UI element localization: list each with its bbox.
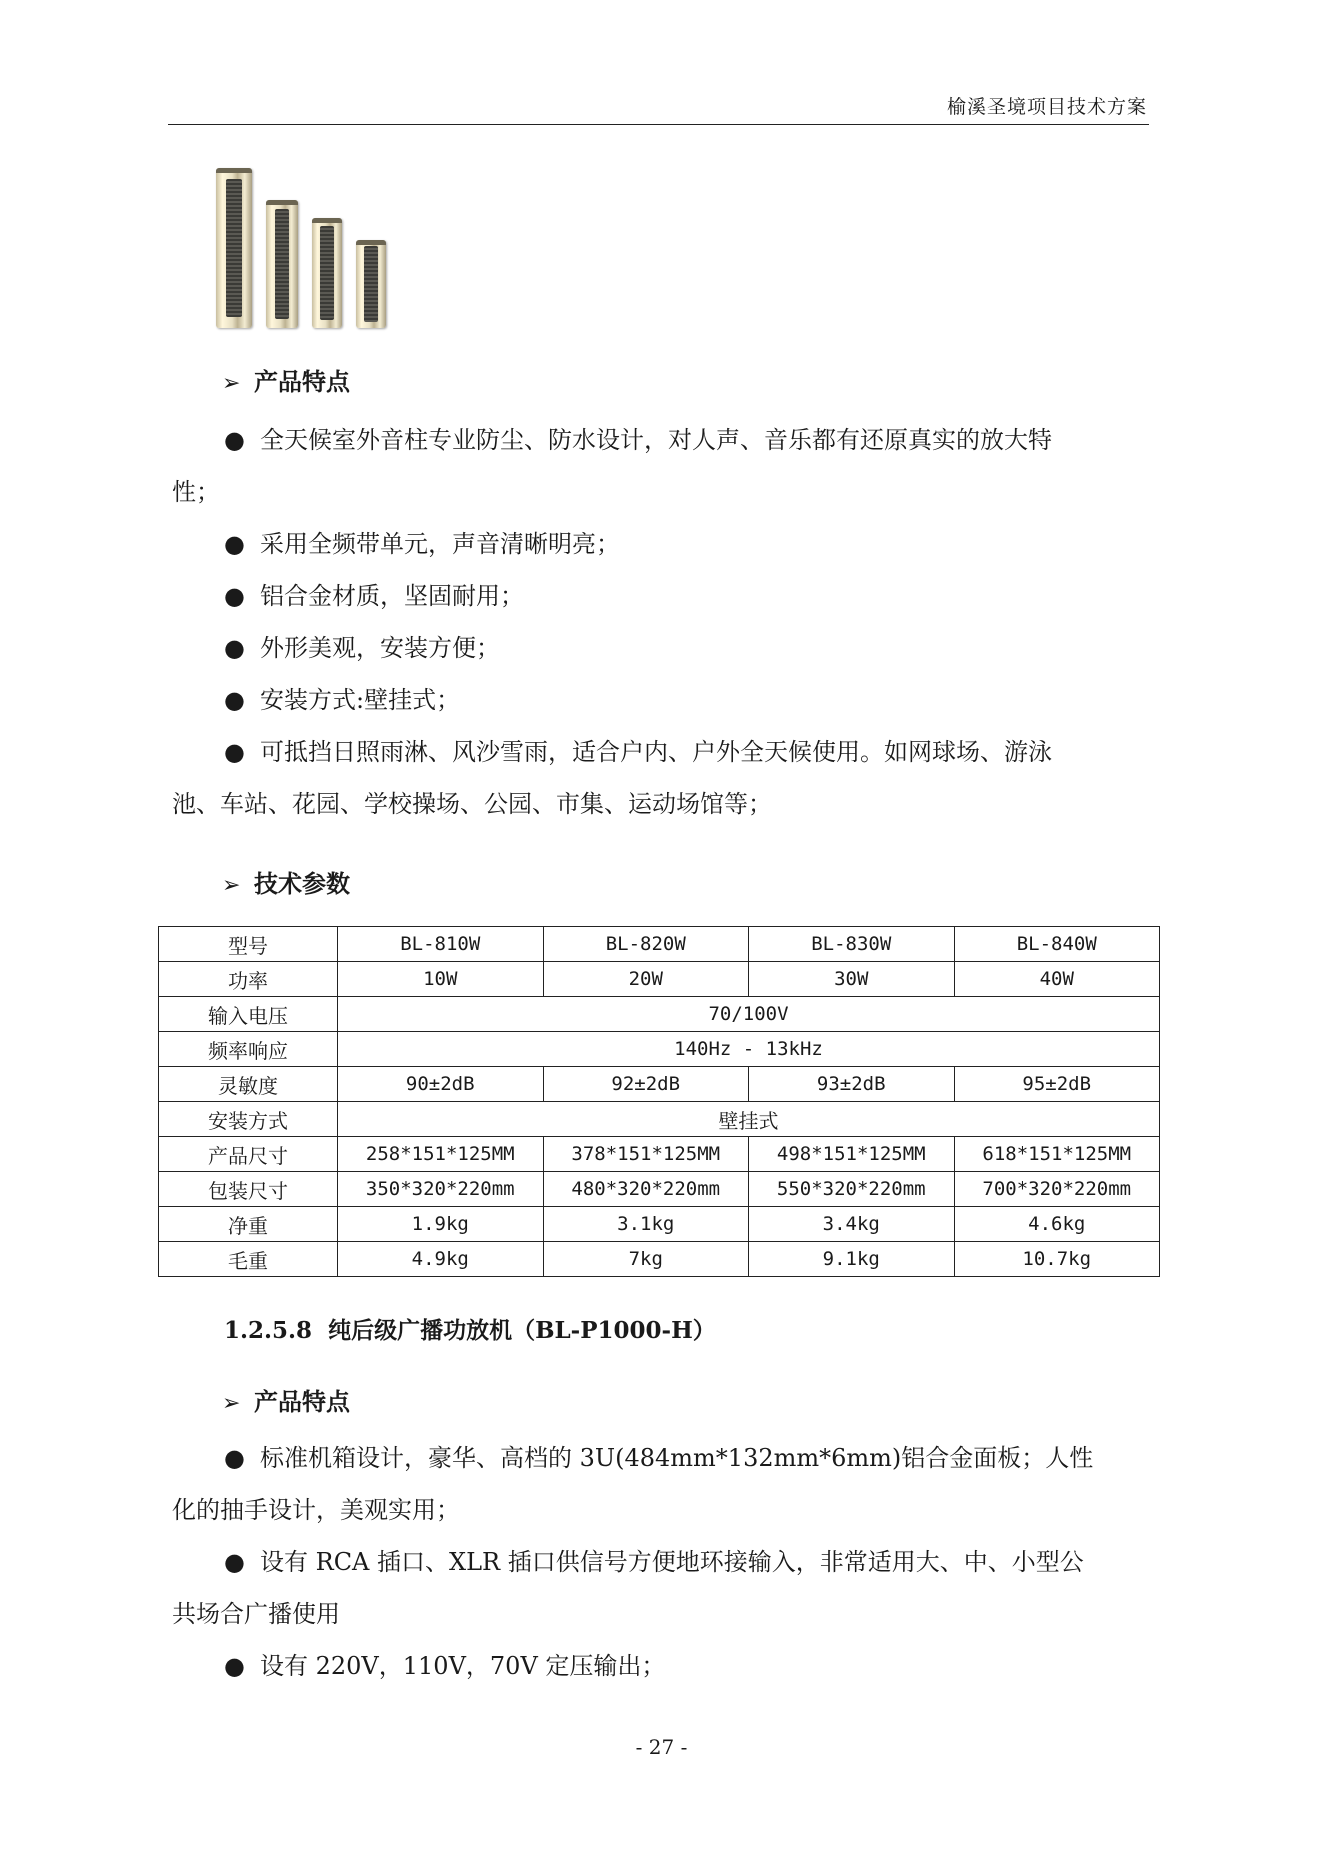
feature-item (172, 622, 1148, 674)
feature-text: 可抵挡日照雨淋、风沙雪雨，适合户内、户外全天候使用。如网球场、游泳 (260, 738, 1052, 766)
feature-text-continued: 化的抽手设计，美观实用； (172, 1496, 460, 1524)
page-number: - 27 - (635, 1735, 688, 1759)
running-header: 榆溪圣境项目技术方案 (946, 96, 1147, 118)
bullet-icon: ● (224, 1548, 245, 1576)
bullet-icon: ● (224, 582, 245, 610)
row-header: 功率 (159, 962, 338, 997)
table-cell: 498*151*125MM (749, 1137, 955, 1172)
table-cell: 40W (954, 962, 1160, 997)
bullet-icon: ● (224, 530, 245, 558)
row-header: 包装尺寸 (159, 1172, 338, 1207)
table-row-gross-weight (159, 1242, 1160, 1277)
bullet-icon: ● (224, 686, 245, 714)
arrow-bullet-icon: ➢ (222, 873, 241, 898)
speaker-bl-810w (356, 240, 386, 328)
table-cell: 4.6kg (954, 1207, 1160, 1242)
table-cell: 92±2dB (543, 1067, 749, 1102)
table-cell: 480*320*220mm (543, 1172, 749, 1207)
feature-text-continued: 性； (172, 478, 220, 506)
table-cell: BL-830W (749, 927, 955, 962)
row-header: 净重 (159, 1207, 338, 1242)
table-cell: 618*151*125MM (954, 1137, 1160, 1172)
table-cell-merged: 70/100V (338, 997, 1160, 1032)
section-title: 产品特点 (254, 1388, 350, 1416)
bullet-icon: ● (224, 738, 245, 766)
feature-item (172, 570, 1148, 622)
bullet-icon: ● (224, 426, 245, 454)
table-cell: 30W (749, 962, 955, 997)
arrow-bullet-icon: ➢ (222, 1391, 241, 1416)
bullet-icon: ● (224, 1444, 245, 1472)
table-row-mounting (159, 1102, 1160, 1137)
subsection-heading (224, 1312, 716, 1345)
table-cell: BL-810W (338, 927, 544, 962)
table-cell: 1.9kg (338, 1207, 544, 1242)
feature-text: 安装方式:壁挂式； (260, 686, 461, 714)
section-heading-specs (222, 864, 350, 899)
row-header: 输入电压 (159, 997, 338, 1032)
table-cell: 10W (338, 962, 544, 997)
arrow-bullet-icon: ➢ (222, 371, 241, 396)
table-cell: 700*320*220mm (954, 1172, 1160, 1207)
table-row-power (159, 962, 1160, 997)
feature-text-continued: 共场合广播使用 (172, 1600, 340, 1628)
speaker-bl-830w (266, 200, 298, 328)
section-heading-features-amp (222, 1382, 350, 1417)
subsection-number: 1.2.5.8 (224, 1317, 313, 1344)
feature-item (172, 1432, 1148, 1536)
feature-item (172, 1536, 1148, 1640)
feature-text: 设有 RCA 插口、XLR 插口供信号方便地环接输入，非常适用大、中、小型公 (260, 1548, 1084, 1576)
table-cell: BL-840W (954, 927, 1160, 962)
table-row-net-weight (159, 1207, 1160, 1242)
table-cell: 4.9kg (338, 1242, 544, 1277)
bullet-icon: ● (224, 634, 245, 662)
table-cell: 258*151*125MM (338, 1137, 544, 1172)
feature-text-continued: 池、车站、花园、学校操场、公园、市集、运动场馆等； (172, 790, 772, 818)
feature-text: 外形美观，安装方便； (260, 634, 500, 662)
table-row-input-voltage (159, 997, 1160, 1032)
feature-text: 设有 220V，110V，70V 定压输出； (260, 1652, 666, 1680)
subsection-title: 纯后级广播功放机（BL-P1000-H） (328, 1317, 716, 1344)
feature-item (172, 1640, 1148, 1692)
table-row-frequency-response (159, 1032, 1160, 1067)
table-cell-merged: 140Hz - 13kHz (338, 1032, 1160, 1067)
row-header: 频率响应 (159, 1032, 338, 1067)
table-cell: 7kg (543, 1242, 749, 1277)
section-heading-features (222, 362, 350, 397)
feature-text: 采用全频带单元，声音清晰明亮； (260, 530, 620, 558)
table-cell: 378*151*125MM (543, 1137, 749, 1172)
table-cell: 90±2dB (338, 1067, 544, 1102)
row-header: 安装方式 (159, 1102, 338, 1137)
feature-item (172, 726, 1148, 830)
row-header: 型号 (159, 927, 338, 962)
bullet-icon: ● (224, 1652, 245, 1680)
table-row-product-size (159, 1137, 1160, 1172)
feature-item (172, 518, 1148, 570)
spec-table (158, 926, 1160, 1277)
table-row-sensitivity (159, 1067, 1160, 1102)
column-speaker-image (210, 166, 400, 328)
table-cell: 10.7kg (954, 1242, 1160, 1277)
table-cell: 3.4kg (749, 1207, 955, 1242)
table-cell: 93±2dB (749, 1067, 955, 1102)
feature-text: 全天候室外音柱专业防尘、防水设计，对人声、音乐都有还原真实的放大特 (260, 426, 1052, 454)
table-cell: 95±2dB (954, 1067, 1160, 1102)
section-title: 产品特点 (254, 368, 350, 396)
speaker-bl-840w (216, 168, 252, 328)
table-row-package-size (159, 1172, 1160, 1207)
row-header: 毛重 (159, 1242, 338, 1277)
table-cell: 550*320*220mm (749, 1172, 955, 1207)
row-header: 产品尺寸 (159, 1137, 338, 1172)
speaker-bl-820w (312, 218, 342, 328)
feature-text: 铝合金材质，坚固耐用； (260, 582, 524, 610)
row-header: 灵敏度 (159, 1067, 338, 1102)
feature-text: 标准机箱设计，豪华、高档的 3U(484mm*132mm*6mm)铝合金面板；人性 (260, 1444, 1094, 1472)
table-cell-merged: 壁挂式 (338, 1102, 1160, 1137)
header-divider (168, 124, 1149, 125)
feature-item (172, 674, 1148, 726)
table-cell: 20W (543, 962, 749, 997)
section-title: 技术参数 (254, 870, 350, 898)
table-cell: 3.1kg (543, 1207, 749, 1242)
feature-item (172, 414, 1148, 518)
table-cell: BL-820W (543, 927, 749, 962)
table-cell: 9.1kg (749, 1242, 955, 1277)
table-cell: 350*320*220mm (338, 1172, 544, 1207)
table-row-model (159, 927, 1160, 962)
